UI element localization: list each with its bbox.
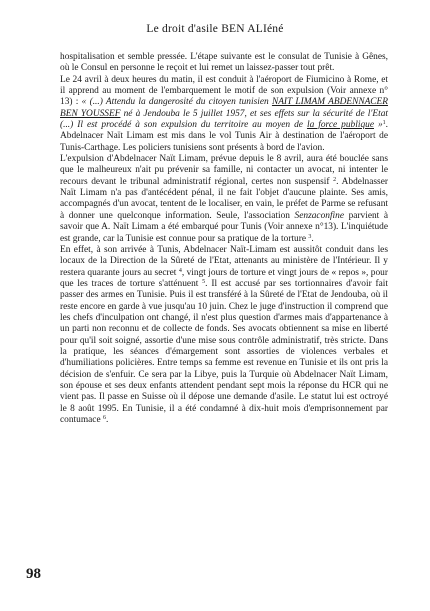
running-head: Le droit d'asile BEN ALIéné [146,23,284,35]
page-number: 98 [26,566,41,582]
association-name: Senzaconfine [294,210,345,221]
footnote-ref-5: 5 [202,278,206,285]
paragraph-2: Le 24 avril à deux heures du matin, il est conduit à l'aéroport de Fiumicino à Rome, et il apprend au moment de l'embarquement le motif de son expulsion (Voir annexe n° 13) : « (...) Attendu la dangerosité du citoyen tunisien NAIT LIMAM ABDENNACER BEN YOUSSEF né à Jendouba le 5 juillet 1957, et ses effets sur la sécurité de l'Etat (...) Il est procédé à son expulsion du territoire au moyen de la force publique »$^1$. Abdelnacer Naït Limam est mis dans le vol Tunis Air à destination de l'aéroport de Tunis-Carthage. Les policiers tunisiens sont présents à bord de l'avion. [60,74,389,153]
footnote-ref-3: 3 [308,233,312,240]
footnote-ref-4: 4 [178,267,182,274]
body-text [60,52,388,426]
footnote-ref-1: 1 [382,120,386,127]
public-force-phrase: la force publique [306,120,374,131]
paragraph-1: hospitalisation et semble pressée. L'étape suivante est le consulat de Tunisie à Gênes, où le Consul en personne le reçoit et lui remet un laissez-passer tout prêt. [60,52,388,74]
expulsion-quote: « (...) Attendu la dangerosité du citoyen tunisien NAIT LIMAM ABDENNACER BEN YOUSSEF né à Jendouba le 5 juillet 1957, et ses effets sur la sécurité de l'Etat (...) Il est procédé à son expulsion du territoire au moyen de la force publique » [60,97,389,131]
footnote-ref-6: 6 [102,415,106,421]
paragraph-4: En effet, à son arrivée à Tunis, Abdelnacer Naït-Limam est aussitôt conduit dans les locaux de la Direction de la Sûreté de l'Etat, attenants au ministère de l'Intérieur. Il y restera quarante jours au secret $^4$, vingt jours de torture et vingt jours de « repos », pour que les traces de torture s'atténuent $^5$. Il est accusé par ses tortionnaires d'avoir fait passer des armes en Tunisie. Puis il est transféré à la Sûreté de l'Etat de Jendouba, où il reste encore en garde à vue jusqu'au 10 juin. Chez le juge d'instruction il comprend que les chefs d'inculpation ont changé, il n'est plus question d'armes mais d'appartenance à un parti non reconnu et de collecte de fonds. Ses avocats obtiennent sa mise en liberté pour qu'il soit soigné, assortie d'une mise sous contrôle administratif, très stricte. Dans la pratique, les séances d'émargement sont assorties de violences verbales et d'humiliations policières. Entre temps sa femme est revenue en Tunisie et ils ont pris la décision de s'enfuir. Ce sera par la Libye, puis la Turquie où Abdelnacer Naït Limam, son épouse et ses deux enfants attendent pendant sept mois la réponse du HCR qui ne vient pas. Il passe en Suisse où il dépose une demande d'asile. Le statut lui est octroyé le 8 août 1995. En Tunisie, il a été condamné à dix-huit mois d'emprisonnement par contumace $^6$. [60,244,388,425]
accused-name: NAIT LIMAM ABDENNACER BEN YOUSSEF [60,97,389,119]
paragraph-3: L'expulsion d'Abdelnacer Naït Limam, prévue depuis le 8 avril, aura été bouclée sans que le malheureux n'ait pu prévenir sa famille, ni contacter un avocat, ni intenter le recours devant le tribunal administratif régional, certes non suspensif $^2$. Abdelnasser Naït Limam n'a pas d'antécédent pénal, il ne fait l'objet d'aucune plainte. Ses amis, accompagnés d'un avocat, tentent de le localiser, en vain, le préfet de Parme se refusant à donner une quelconque information. Seule, l'association Senzaconfine parvient à savoir que A. Naït Limam a été embarqué pour Tunis (Voir annexe n°13). L'inquiétude est grande, car la Tunisie est connue pour sa pratique de la torture $^3$. [60,154,388,244]
footnote-ref-2: 2 [333,176,337,183]
